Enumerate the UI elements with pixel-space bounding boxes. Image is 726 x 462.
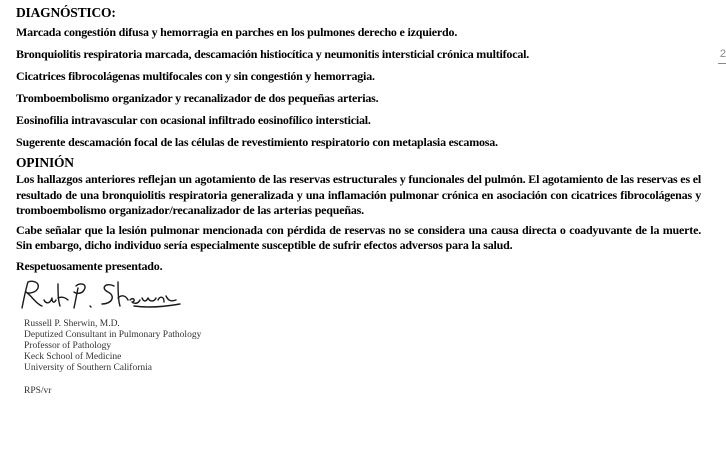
page-number-underline	[718, 63, 726, 64]
signatory-block	[24, 319, 701, 375]
document-body	[16, 4, 701, 396]
opinion-paragraph: Cabe señalar que la lesión pulmonar mencionada con pérdida de reservas no se considera una causa directa o coadyuvante de la muerte. Sin embargo, dicho individuo sería especialmente susceptible de sufrir efectos adversos para la salud.	[16, 222, 701, 252]
handwritten-signature	[18, 278, 188, 312]
typist-initials: RPS/vr	[24, 385, 52, 396]
signatory-title: Professor of Pathology	[24, 340, 112, 351]
signatory-university: University of Southern California	[24, 363, 152, 374]
opinion-paragraph: Los hallazgos anteriores reflejan un agotamiento de las reservas estructurales y funcionales del pulmón. El agotamiento de las reservas es el resultado de una bronquiolitis respiratoria generalizada y una inflamación pulmonar crónica en asociación con cicatrices fibrocolágenas y tromboembolismo organizador/recanalizador de las arterias pequeñas.	[16, 172, 701, 217]
signatory-school: Keck School of Medicine	[24, 352, 122, 363]
page-number: 2	[719, 48, 726, 60]
diagnosis-heading: DIAGNÓSTICO:	[16, 5, 116, 20]
signatory-name: Russell P. Sherwin, M.D.	[24, 318, 120, 329]
closing-line: Respetuosamente presentado.	[16, 258, 163, 273]
finding-item: Eosinofilia intravascular con ocasional infiltrado eosinofílico intersticial.	[16, 113, 371, 127]
finding-item: Marcada congestión difusa y hemorragia en parches en los pulmones derecho e izquierdo.	[16, 25, 458, 39]
finding-item: Bronquiolitis respiratoria marcada, descamación histiocítica y neumonitis intersticial crónica multifocal.	[16, 47, 530, 61]
finding-item: Sugerente descamación focal de las células de revestimiento respiratorio con metaplasia escamosa.	[16, 135, 498, 149]
finding-item: Cicatrices fibrocolágenas multifocales con y sin congestión y hemorragia.	[16, 69, 375, 83]
diagnosis-findings	[16, 25, 701, 149]
finding-item: Tromboembolismo organizador y recanalizador de dos pequeñas arterias.	[16, 91, 379, 105]
signatory-title: Deputized Consultant in Pulmonary Pathology	[24, 329, 202, 340]
opinion-heading: OPINIÓN	[16, 155, 74, 170]
